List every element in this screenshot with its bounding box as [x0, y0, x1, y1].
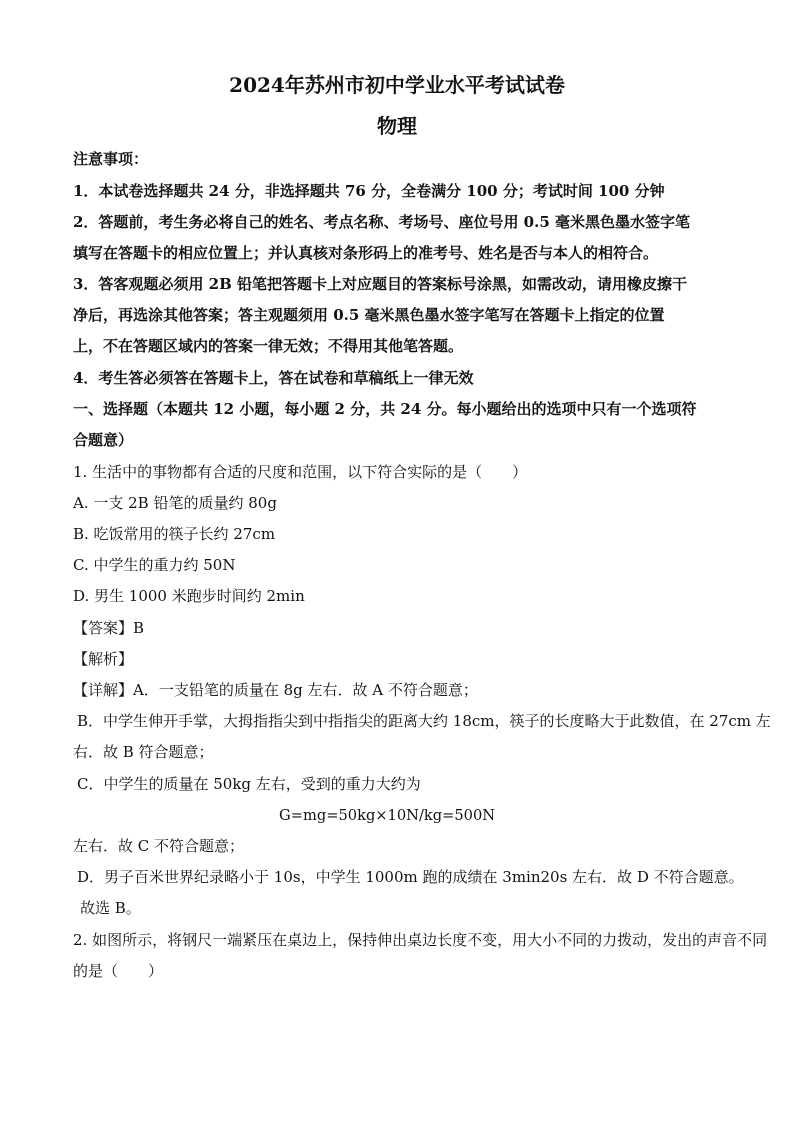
question-1-formula: G=mg=50kg×10N/kg=500N [279, 806, 496, 824]
note-3-line-3: 上，不在答题区域内的答案一律无效；不得用其他笔答题。 [73, 337, 464, 355]
question-1-option-c: C. 中学生的重力约 50N [73, 556, 236, 574]
notes-heading: 注意事项： [73, 150, 149, 168]
section-1-heading-line-2: 合题意） [73, 431, 134, 449]
question-1-detail-c-line-2: 左右．故 C 不符合题意； [73, 837, 245, 855]
section-1-heading-line-1: 一、选择题（本题共 12 小题，每小题 2 分，共 24 分。每小题给出的选项中只有一个选项符 [73, 400, 697, 418]
question-1-option-d: D. 男生 1000 米跑步时间约 2min [73, 587, 305, 605]
question-1-answer: 【答案】B [73, 619, 145, 637]
question-1-detail-b-line-2: 右．故 B 符合题意； [73, 743, 214, 761]
question-1-detail-b-line-1: B．中学生伸开手掌，大拇指指尖到中指指尖的距离大约 18cm，筷子的长度略大于此数值，在 27cm 左 [77, 712, 771, 730]
question-1-stem: 1. 生活中的事物都有合适的尺度和范围，以下符合实际的是（ ） [73, 463, 528, 481]
question-2-stem-line-2: 的是（ ） [73, 962, 164, 980]
note-3-line-1: 3．答客观题必须用 2B 铅笔把答题卡上对应题目的答案标号涂黑，如需改动，请用橡皮擦干 [73, 275, 688, 293]
question-1-option-a: A. 一支 2B 铅笔的质量约 80g [73, 494, 277, 512]
question-2-stem-line-1: 2. 如图所示，将钢尺一端紧压在桌边上，保持伸出桌边长度不变，用大小不同的力拨动，发出的声音不同 [73, 931, 768, 949]
question-1-detail-a: 【详解】A．一支铅笔的质量在 8g 左右．故 A 不符合题意； [73, 681, 478, 699]
note-3-line-2: 净后，再选涂其他答案；答主观题须用 0.5 毫米黑色墨水签字笔写在答题卡上指定的位置 [73, 306, 665, 324]
exam-subject: 物理 [377, 114, 417, 138]
question-1-conclusion: 故选 B。 [80, 899, 141, 917]
question-1-analysis-label: 【解析】 [73, 650, 134, 668]
question-1-detail-d: D．男子百米世界纪录略小于 10s，中学生 1000m 跑的成绩在 3min20s 左右．故 D 不符合题意。 [77, 868, 744, 886]
note-1: 1．本试卷选择题共 24 分，非选择题共 76 分，全卷满分 100 分；考试时间 100 分钟 [73, 182, 665, 200]
note-4: 4．考生答必须答在答题卡上，答在试卷和草稿纸上一律无效 [73, 369, 474, 387]
question-1-option-b: B. 吃饭常用的筷子长约 27cm [73, 525, 276, 543]
question-1-detail-c-line-1: C．中学生的质量在 50kg 左右，受到的重力大约为 [77, 775, 421, 793]
note-2-line-2: 填写在答题卡的相应位置上；并认真核对条形码上的准考号、姓名是否与本人的相符合。 [73, 244, 659, 262]
note-2-line-1: 2．答题前，考生务必将自己的姓名、考点名称、考场号、座位号用 0.5 毫米黑色墨水签字笔 [73, 213, 690, 231]
exam-title: 2024年苏州市初中学业水平考试试卷 [229, 73, 565, 97]
